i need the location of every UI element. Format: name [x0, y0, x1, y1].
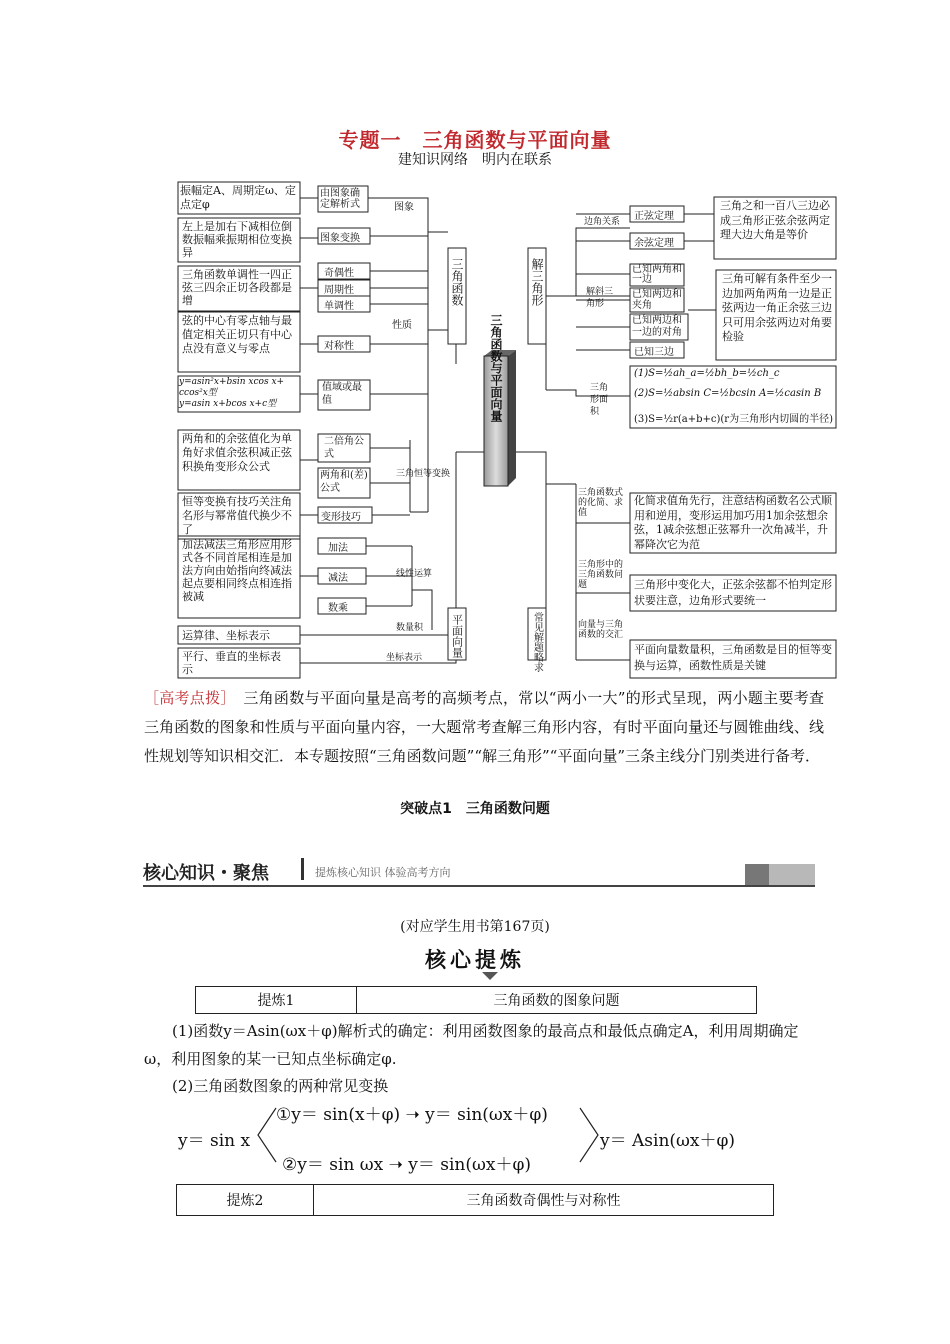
box-b9: 运算律、坐标表示: [182, 629, 270, 642]
topic-1-title: 三角函数的图象问题: [357, 987, 757, 1014]
transform-diagram: [178, 1100, 778, 1175]
section-heading: 突破点1 三角函数问题: [400, 801, 550, 817]
label-coord: 坐标表示: [386, 653, 423, 663]
intro-paragraph: [144, 684, 824, 771]
box-b2: 左上是加右下减相位倒数振幅乘振期相位变换异: [182, 220, 292, 259]
tag-sub: 减法: [328, 573, 348, 584]
case-4: 已知三边: [634, 347, 674, 358]
label-image: 图象: [394, 202, 414, 213]
box-b3: 三角函数单调性一四正弦三四余正切各段都是增: [182, 268, 292, 307]
tag-mul: 数乘: [328, 603, 348, 614]
case-vec: 向量与三角函数的交汇: [578, 620, 624, 640]
banner-block-light: [769, 864, 815, 885]
branch-strategy: 常见解题略求: [531, 612, 543, 672]
section-banner: [143, 852, 815, 888]
cosine-law: 余弦定理: [634, 238, 674, 249]
label-identity: 三角恒等变换: [396, 469, 451, 479]
tag-double: 二倍角公式: [324, 436, 364, 460]
tag-b1: 由图象确定解析式: [320, 188, 360, 210]
page-title: 专题一 三角函数与平面向量: [338, 128, 612, 152]
box-b4: 弦的中心有零点轴与最值定相关正切只有中心点没有意义与零点: [182, 314, 292, 355]
core-title: 核心提炼: [425, 948, 525, 972]
formula-3: (3)S=½r(a+b+c)(r为三角形内切圆的半径): [634, 414, 833, 425]
box-r1: 三角之和一百八三边必成三角形正弦余弦两定理大边大角是等价: [720, 199, 830, 241]
topic-table-2: [176, 1184, 774, 1216]
branch-trig: 三角函数: [450, 258, 464, 306]
case-tri: 三角形中的三角函数问题: [578, 560, 624, 590]
box-b5: [179, 377, 299, 410]
side-relation: 边角关系: [584, 217, 621, 227]
transform-start: y＝ sin x: [178, 1131, 251, 1151]
item-1: (1)函数y＝Asin(ωx＋φ)解析式的确定：利用函数图象的最高点和最低点确定A，利用周期确定ω，利用图象的某一已知点坐标确定φ.: [144, 1022, 799, 1068]
topic-1-label: 提炼1: [196, 987, 357, 1014]
tag-period: 周期性: [324, 285, 354, 296]
box-c3: 平面向量数量积，三角函数是目的恒等变换与运算，函数性质是关键: [634, 643, 832, 672]
tag-mono: 单调性: [324, 301, 354, 312]
banner-rule: [143, 885, 815, 887]
branch-vector: 平面向量: [450, 614, 464, 658]
banner-block-dark: [745, 864, 769, 885]
box-c1: 化简求值角先行，注意结构函数名公式顺用和逆用，变形运用加巧用1加余弦想余弦，1减余弦想正弦幂升一次角减半，升幂降次它为范: [634, 494, 832, 551]
b5-line2: ccos²x型: [179, 388, 217, 398]
box-r2: 三角可解有条件至少一边加两角两角一边是正弦两边一角正余弦三边只可用余弦两边对角要检验: [722, 272, 832, 343]
tag-b2: 图象变换: [320, 233, 360, 244]
case-simplify: 三角函数式的化简、求值: [578, 488, 624, 518]
branch-triangle: 解三角形: [530, 258, 544, 306]
banner-title: 核心知识・聚焦: [143, 863, 269, 884]
item-2: (2)三角函数图象的两种常见变换: [172, 1077, 389, 1095]
page-subtitle: 建知识网络 明内在联系: [398, 152, 552, 168]
box-b1: 振幅定A、周期定ω、定点定φ: [180, 184, 296, 211]
label-dot: 数量积: [396, 623, 424, 633]
label-prop: 性质: [392, 320, 412, 331]
topic-2-label: 提炼2: [177, 1185, 314, 1216]
box-b10: 平行、垂直的坐标表示: [182, 650, 281, 676]
center-label: 三角函数与平面向量: [489, 314, 503, 422]
tag-sum: 两角和(差)公式: [320, 470, 368, 494]
right-bracket-icon: [578, 1106, 600, 1164]
tag-sym: 对称性: [324, 341, 354, 352]
formula-2: (2)S=½absin C=½bcsin A=½casin B: [634, 388, 822, 399]
transform-bottom: ②y＝ sin ωx ➝ y＝ sin(ωx＋φ): [282, 1155, 531, 1175]
area-label: 三角形面积: [590, 383, 609, 417]
case-1: 已知两角和一边: [632, 264, 682, 285]
box-b8: 加法减法三角形应用形式各不同首尾相连是加法方向由始指向终减法起点要相同终点相连指被减: [182, 538, 292, 603]
formula-1: (1)S=½ah_a=½bh_b=½ch_c: [634, 368, 780, 379]
banner-divider: [301, 858, 304, 880]
box-b7: 恒等变换有技巧关注角名形与幂常值代换少不了: [182, 495, 292, 536]
case-2: 已知两边和夹角: [632, 289, 682, 311]
intro-tag: ［高考点拨］: [144, 689, 229, 707]
intro-text: 三角函数与平面向量是高考的高频考点，常以“两小一大”的形式呈现，两小题主要考查三角函数的图象和性质与平面向量内容，一大题常考查解三角形内容，有时平面向量还与圆锥曲线、线性规划等知识相交汇．本专题按照“三角函数问题”“解三角形”“平面向量”三条主线分门别类进行备考．: [144, 689, 824, 765]
topic-2-title: 三角函数奇偶性与对称性: [314, 1185, 774, 1216]
case-3: 已知两边和一边的对角: [632, 315, 682, 338]
transform-end: y＝ Asin(ωx＋φ): [600, 1131, 736, 1151]
b5-line3: y=asin x+bcos x+c型: [179, 399, 277, 409]
sine-law: 正弦定理: [634, 211, 674, 222]
solve-label: 解斜三角形: [586, 287, 614, 309]
label-linear: 线性运算: [396, 569, 433, 579]
triangle-down-icon: [482, 972, 498, 980]
b5-line1: y=asin²x+bsin xcos x+: [179, 377, 285, 387]
left-bracket-icon: [256, 1106, 278, 1164]
box-b6: 两角和的余弦值化为单角好求值余弦积减正弦积换角变形众公式: [182, 432, 292, 473]
topic-table-1: [195, 986, 757, 1014]
tag-skill: 变形技巧: [321, 512, 361, 523]
tag-parity: 奇偶性: [324, 268, 354, 279]
box-c2: 三角形中变化大，正弦余弦都不怕判定形状要注意，边角形式要统一: [634, 578, 832, 607]
book-reference: (对应学生用书第167页): [400, 919, 550, 935]
transform-top: ①y＝ sin(x＋φ) ➝ y＝ sin(ωx＋φ): [276, 1105, 548, 1125]
banner-subtitle: 提炼核心知识 体验高考方向: [315, 866, 451, 879]
tag-add: 加法: [328, 543, 348, 554]
tag-range: 值域或最值: [322, 382, 362, 406]
